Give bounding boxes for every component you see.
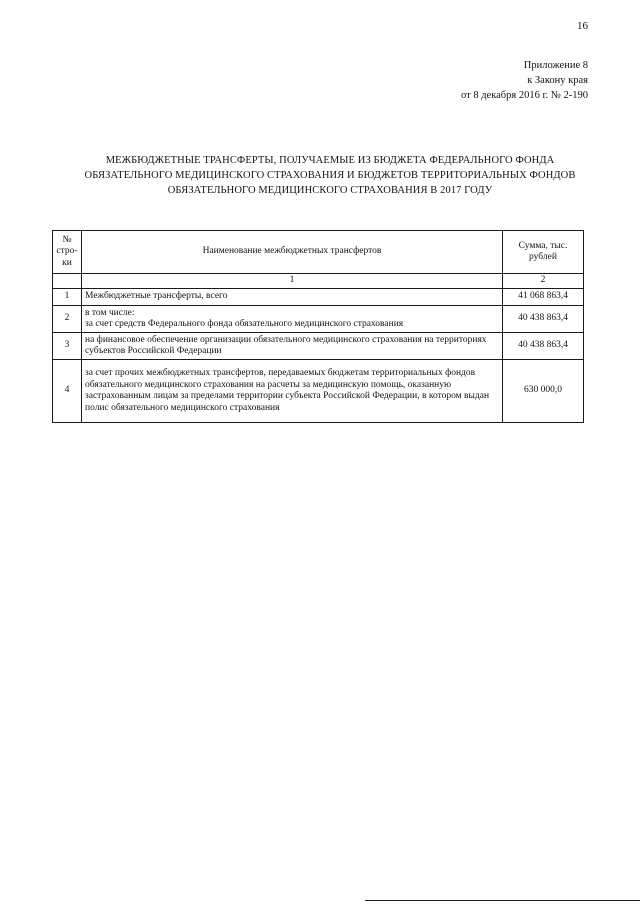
row-name-line-2: за счет средств Федерального фонда обязательного медицинского страхования [85,319,404,329]
row-number: 2 [53,306,82,333]
appendix-line-3: от 8 декабря 2016 г. № 2-190 [461,90,588,101]
row-name-line-1: в том числе: [85,307,135,318]
appendix-line-2: к Закону края [527,75,588,86]
title-line-2: ОБЯЗАТЕЛЬНОГО МЕДИЦИНСКОГО СТРАХОВАНИЯ И БЮДЖЕТОВ ТЕРРИТОРИАЛЬНЫХ ФОНДОВ [84,170,576,181]
header-transfer-name: Наименование межбюджетных трансфертов [82,231,503,274]
appendix-line-1: Приложение 8 [523,60,588,71]
page-number: 16 [577,20,588,32]
title-line-3: ОБЯЗАТЕЛЬНОГО МЕДИЦИНСКОГО СТРАХОВАНИЯ В 2017 ГОДУ [167,185,493,196]
row-number: 3 [53,333,82,360]
table-header-row [53,231,584,274]
index-cell-name: 1 [82,274,503,289]
document-title [70,153,590,198]
table-row [53,306,584,333]
title-line-1: МЕЖБЮДЖЕТНЫЕ ТРАНСФЕРТЫ, ПОЛУЧАЕМЫЕ ИЗ БЮДЖЕТА ФЕДЕРАЛЬНОГО ФОНДА [105,155,555,166]
row-name: на финансовое обеспечение организации обязательного медицинского страхования на территориях субъектов Российской Федерации [82,333,503,360]
row-number: 4 [53,360,82,423]
header-row-number: № стро-ки [53,231,82,274]
table-row [53,289,584,306]
row-amount: 630 000,0 [503,360,584,423]
table-row [53,360,584,423]
row-name: Межбюджетные трансферты, всего [82,289,503,306]
index-cell-sum: 2 [503,274,584,289]
row-amount: 41 068 863,4 [503,289,584,306]
row-number: 1 [53,289,82,306]
row-name: за счет прочих межбюджетных трансфертов, передаваемых бюджетам территориальных фондов обязательного медицинского страхования на расчеты за медицинскую помощь, оказанную застрахованным лицам за пределами территории субъекта Российской Федерации, в котором выдан полис обязательного медицинского страхования [82,360,503,423]
header-amount: Сумма, тыс. рублей [503,231,584,274]
row-amount: 40 438 863,4 [503,333,584,360]
appendix-note [461,58,588,103]
table-row [53,333,584,360]
page-bottom-rule [365,900,640,901]
index-cell-empty [53,274,82,289]
column-index-row [53,274,584,289]
row-name [82,306,503,333]
transfers-table [52,230,584,423]
row-amount: 40 438 863,4 [503,306,584,333]
